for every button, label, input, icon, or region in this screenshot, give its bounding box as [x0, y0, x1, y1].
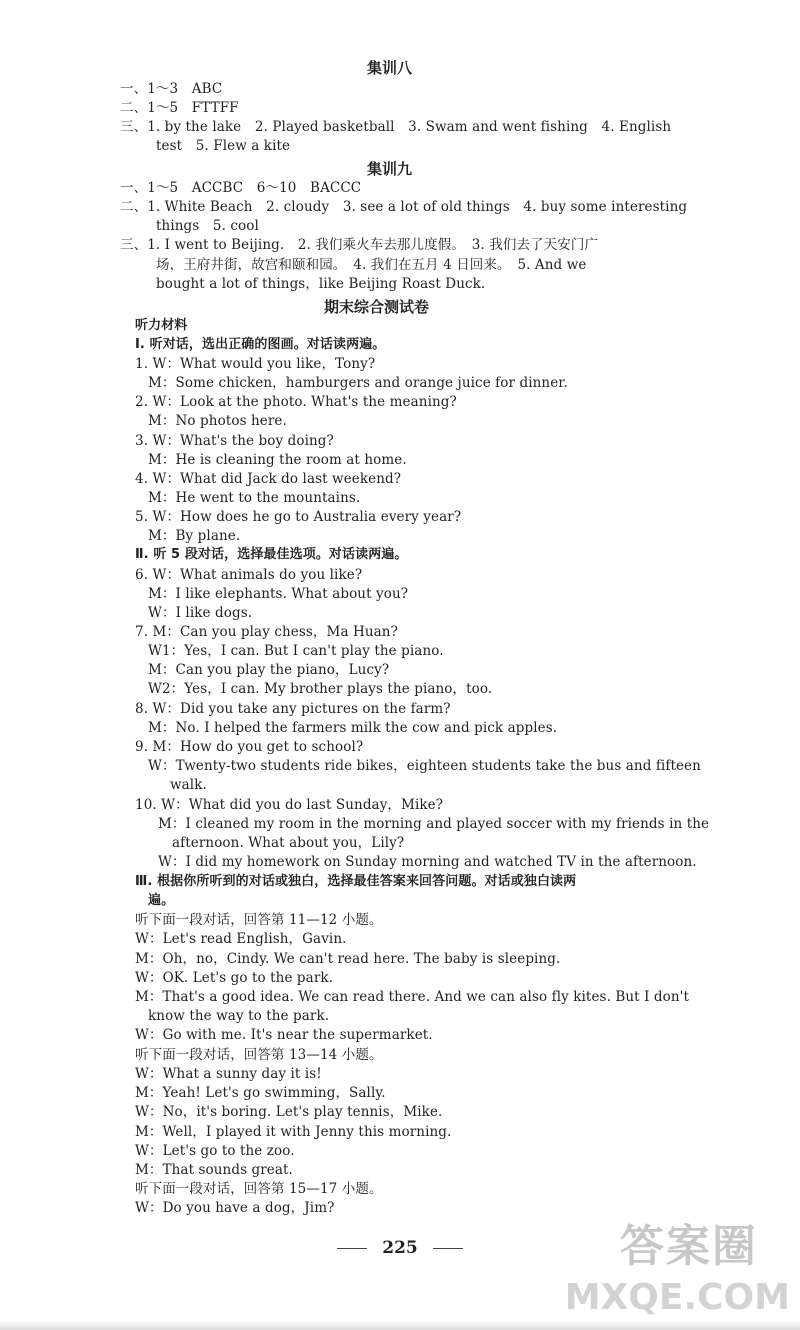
page-number: 225 [382, 1238, 418, 1258]
dialogue-line: afternoon. What about you，Lily? [172, 835, 405, 851]
answer-line: test 5. Flew a kite [156, 138, 291, 154]
part-heading: Ⅱ. 听 5 段对话，选择最佳选项。对话读两遍。 [135, 547, 408, 562]
answer-line: 二、1. White Beach 2. cloudy 3. see a lot of old things 4. buy some interesting [120, 199, 688, 215]
page-number-dash-right [433, 1248, 463, 1249]
dialogue-line: M：Can you play the piano，Lucy? [148, 662, 390, 678]
dialogue-line: M：I like elephants. What about you? [148, 586, 409, 602]
dialogue-line: 1. W：What would you like，Tony? [135, 356, 376, 372]
part-heading: Ⅰ. 听对话，选出正确的图画。对话读两遍。 [135, 337, 386, 352]
dialogue-line: M：Some chicken，hamburgers and orange juice for dinner. [148, 375, 568, 391]
page-bottom-shadow [0, 1320, 800, 1330]
answer-line: 二、1～5 FTTFF [120, 100, 239, 116]
dialogue-line: W：What a sunny day it is! [135, 1066, 322, 1082]
instruction-line: 听下面一段对话，回答第 11—12 小题。 [135, 912, 383, 928]
instruction-line: 听下面一段对话，回答第 15—17 小题。 [135, 1181, 383, 1197]
dialogue-line: M：No photos here. [148, 413, 287, 429]
dialogue-line: W：Let's read English，Gavin. [135, 931, 347, 947]
dialogue-line: walk. [170, 777, 207, 793]
dialogue-line: W：Do you have a dog，Jim? [135, 1200, 335, 1216]
answer-line: things 5. cool [156, 218, 259, 234]
watermark-logo: 答案圈 [620, 1221, 758, 1272]
dialogue-line: M：By plane. [148, 528, 241, 544]
section-title-jixun-8: 集训八 [367, 59, 413, 77]
dialogue-line: W：No，it's boring. Let's play tennis，Mike. [135, 1104, 443, 1120]
dialogue-line: 8. W：Did you take any pictures on the farm? [135, 701, 451, 717]
dialogue-line: M：That sounds great. [135, 1162, 293, 1178]
answer-line: 一、1～5 ACCBC 6～10 BACCC [120, 180, 362, 196]
dialogue-line: 3. W：What's the boy doing? [135, 433, 334, 449]
dialogue-line: 7. M：Can you play chess，Ma Huan? [135, 624, 398, 640]
answer-line: 三、1. by the lake 2. Played basketball 3. Swam and went fishing 4. English [120, 119, 672, 135]
dialogue-line: 5. W：How does he go to Australia every year? [135, 509, 462, 525]
dialogue-line: M：No. I helped the farmers milk the cow and pick apples. [148, 720, 558, 736]
dialogue-line: know the way to the park. [148, 1008, 330, 1024]
dialogue-line: M：Well，I played it with Jenny this morning. [135, 1124, 452, 1140]
dialogue-line: W：Go with me. It's near the supermarket. [135, 1027, 433, 1043]
watermark [560, 1215, 790, 1323]
answer-line: 一、1～3 ABC [120, 81, 223, 97]
part-heading: Ⅲ. 根据你所听到的对话或独白，选择最佳答案来回答问题。对话或独白读两 [135, 874, 577, 889]
answer-line: 场，王府井街，故宫和颐和园。 4. 我们在五月 4 日回来。 5. And we [156, 257, 587, 273]
section-heading: 听力材料 [135, 318, 188, 333]
dialogue-line: W1：Yes，I can. But I can't play the piano. [148, 643, 444, 659]
section-title-jixun-9: 集训九 [367, 160, 413, 178]
dialogue-line: 4. W：What did Jack do last weekend? [135, 471, 402, 487]
dialogue-line: 9. M：How do you get to school? [135, 739, 364, 755]
dialogue-line: W2：Yes，I can. My brother plays the piano，too. [148, 681, 493, 697]
answer-line: bought a lot of things，like Beijing Roast Duck. [156, 276, 486, 292]
dialogue-line: W：I did my homework on Sunday morning and watched TV in the afternoon. [158, 854, 697, 870]
dialogue-line: W：I like dogs. [148, 605, 253, 621]
dialogue-line: M：He is cleaning the room at home. [148, 452, 407, 468]
watermark-url: MXQE.COM [564, 1277, 790, 1318]
dialogue-line: M：He went to the mountains. [148, 490, 361, 506]
dialogue-line: M：Oh，no，Cindy. We can't read here. The baby is sleeping. [135, 951, 561, 967]
instruction-line: 听下面一段对话，回答第 13—14 小题。 [135, 1047, 383, 1063]
dialogue-line: W：Twenty-two students ride bikes，eighteen students take the bus and fifteen [148, 758, 701, 774]
dialogue-line: 2. W：Look at the photo. What's the meaning? [135, 394, 457, 410]
dialogue-line: 10. W：What did you do last Sunday，Mike? [135, 797, 444, 813]
dialogue-line: 6. W：What animals do you like? [135, 567, 363, 583]
dialogue-line: W：OK. Let's go to the park. [135, 970, 334, 986]
dialogue-line: M：That's a good idea. We can read there. And we can also fly kites. But I don't [135, 989, 690, 1005]
section-title-final-exam: 期末综合测试卷 [324, 298, 430, 316]
dialogue-line: W：Let's go to the zoo. [135, 1143, 295, 1159]
answer-line: 三、1. I went to Beijing. 2. 我们乘火车去那儿度假。 3. 我们去了天安门广 [120, 237, 599, 253]
part-heading: 遍。 [148, 893, 175, 908]
dialogue-line: M：Yeah! Let's go swimming，Sally. [135, 1085, 386, 1101]
dialogue-line: M：I cleaned my room in the morning and played soccer with my friends in the [158, 816, 710, 832]
